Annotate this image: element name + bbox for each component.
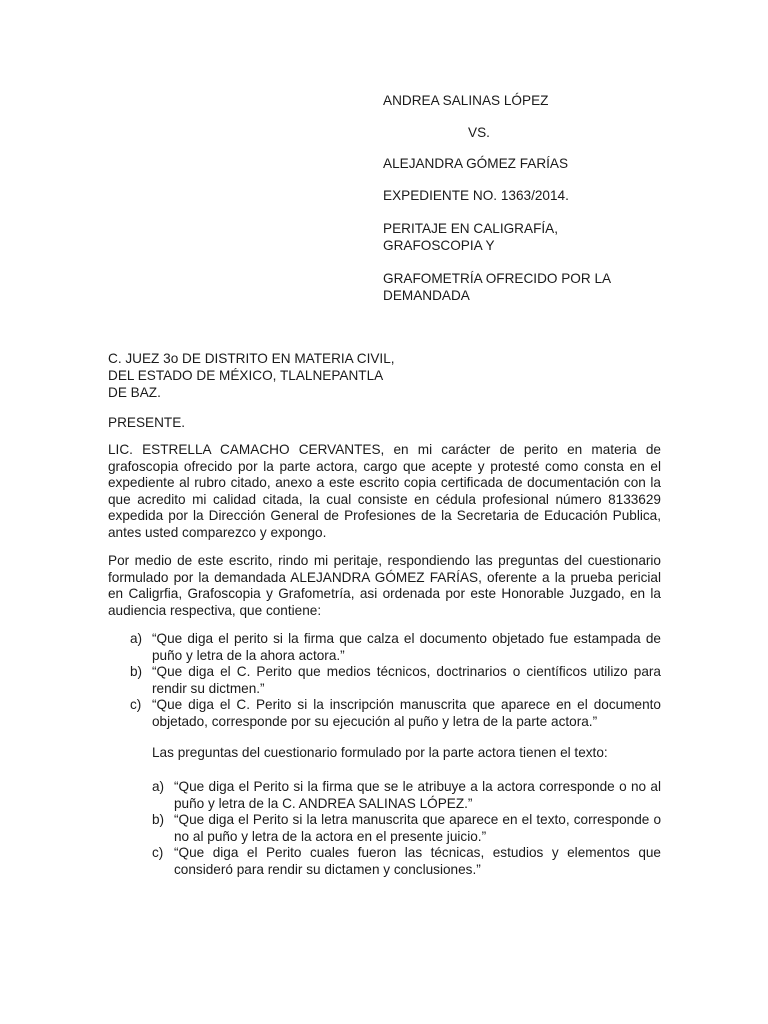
plaintiff-name: ANDREA SALINAS LÓPEZ (383, 93, 549, 108)
defendant-questions-list (130, 631, 661, 730)
addressee-line-1: C. JUEZ 3o DE DISTRITO EN MATERIA CIVIL, (108, 351, 395, 366)
addressee-line-2: DEL ESTADO DE MÉXICO, TLALNEPANTLA (108, 368, 384, 383)
list-item (130, 697, 661, 730)
list-item (152, 845, 661, 878)
subject-line-3: GRAFOMETRÍA OFRECIDO POR LA (383, 271, 612, 286)
plaintiff-questions-intro: Las preguntas del cuestionario formulado por la parte actora tienen el texto: (152, 745, 608, 760)
list-item-text: “Que diga el Perito cuales fueron las técnicas, estudios y elementos que consideró para rendir su dictamen y conclusiones.” (174, 845, 661, 877)
list-item-text: “Que diga el Perito si la letra manuscrita que aparece en el texto, corresponde o no al puño y letra de la actora en el presente juicio.” (174, 812, 661, 844)
list-item-text: “Que diga el Perito si la firma que se le atribuye a la actora corresponde o no al puño y letra de la C. ANDREA SALINAS LÓPEZ.” (174, 779, 661, 811)
defendant-name: ALEJANDRA GÓMEZ FARÍAS (383, 156, 569, 171)
list-item (152, 779, 661, 812)
subject-line-2: GRAFOSCOPIA Y (383, 238, 495, 253)
subject-line-4: DEMANDADA (383, 288, 470, 303)
list-marker: b) (130, 664, 143, 679)
plaintiff-questions-list (152, 779, 661, 878)
addressee-line-3: DE BAZ. (108, 385, 161, 400)
paragraph-introduction: Por medio de este escrito, rindo mi peritaje, respondiendo las preguntas del cuestionario formulado por la demandada ALEJANDRA GÓMEZ FARÍAS, oferente a la prueba pericial en Caligrfia, Grafoscopia y Grafometría, asi ordenada por este Honorable Juzgado, en la audiencia respectiva, que contiene: (108, 553, 661, 618)
list-item-text: “Que diga el C. Perito que medios técnicos, doctrinarios o científicos utilizo para rendir su dictmen.” (152, 664, 661, 696)
list-item (130, 664, 661, 697)
list-item (152, 812, 661, 845)
list-marker: a) (152, 779, 165, 794)
paragraph-credentials: LIC. ESTRELLA CAMACHO CERVANTES, en mi carácter de perito en materia de grafoscopia ofrecido por la parte actora, cargo que acepte y protesté como consta en el expediente al rubro citado, anexo a este escrito copia certificada de documentación con la que acredito mi calidad citada, la cual consiste en cédula profesional número 8133629 expedida por la Dirección General de Profesiones de la Secretaria de Educación Publica, antes usted comparezco y expongo. (108, 442, 661, 540)
list-marker: a) (130, 631, 143, 646)
list-marker: c) (130, 697, 142, 712)
list-marker: c) (152, 845, 164, 860)
subject-line-1: PERITAJE EN CALIGRAFÍA, (383, 221, 558, 236)
list-marker: b) (152, 812, 165, 827)
list-item (130, 631, 661, 664)
case-number: EXPEDIENTE NO. 1363/2014. (383, 188, 569, 203)
list-item-text: “Que diga el perito si la firma que calza el documento objetado fue estampada de puño y letra de la ahora actora.” (152, 631, 661, 663)
list-item-text: “Que diga el C. Perito si la inscripción manuscrita que aparece en el documento objetado, corresponde por su ejecución al puño y letra de la parte actora.” (152, 697, 661, 729)
versus-label: VS. (468, 125, 490, 140)
presente-label: PRESENTE. (108, 415, 186, 430)
